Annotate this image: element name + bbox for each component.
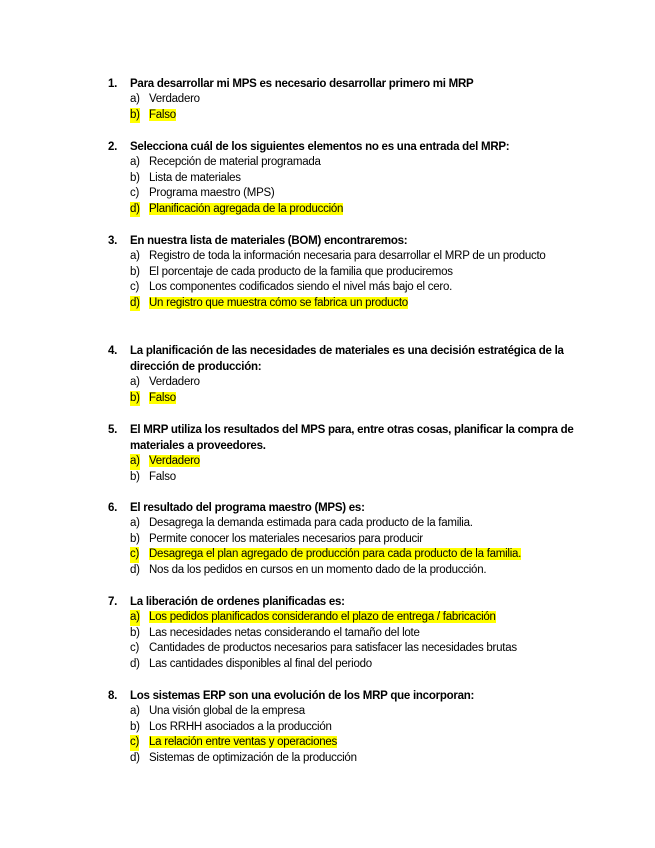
question-6 (108, 500, 578, 578)
question-text (108, 233, 578, 249)
question-number: 1. (108, 78, 118, 90)
option-d (108, 296, 578, 312)
option-text: Los RRHH asociados a la producción (149, 720, 332, 733)
question-label: El resultado del programa maestro (MPS) es: (130, 502, 365, 514)
option-text: Falso (149, 470, 176, 483)
option-text: El porcentaje de cada producto de la familia que produciremos (149, 265, 453, 278)
option-a (108, 610, 578, 626)
option-a (108, 704, 578, 720)
option-b (108, 626, 578, 642)
option-letter: a) (130, 250, 140, 262)
question-1 (108, 76, 578, 123)
option-text-highlighted: Falso (149, 108, 176, 121)
option-letter: c) (130, 281, 140, 293)
option-a (108, 375, 578, 391)
option-letter: c) (130, 187, 140, 199)
option-letter: c) (130, 547, 139, 563)
option-b (108, 470, 578, 486)
option-b (108, 265, 578, 281)
option-text-highlighted: Verdadero (149, 455, 200, 467)
option-text: Permite conocer los materiales necesarios para producir (149, 532, 423, 545)
option-letter: d) (130, 657, 140, 670)
option-text-highlighted: Un registro que muestra cómo se fabrica un producto (149, 296, 408, 309)
option-b (108, 532, 578, 548)
question-number: 3. (108, 235, 118, 247)
option-letter: c) (130, 642, 140, 654)
question-number: 6. (108, 502, 118, 514)
question-number: 7. (108, 596, 118, 608)
question-label: Los sistemas ERP son una evolución de los MRP que incorporan: (130, 690, 475, 702)
option-text: Cantidades de productos necesarios para satisfacer las necesidades brutas (149, 642, 517, 654)
option-text: Una visión global de la empresa (149, 705, 305, 717)
option-b (108, 108, 578, 124)
option-text: Recepción de material programada (149, 156, 321, 168)
question-4 (108, 343, 578, 406)
option-letter: b) (130, 720, 140, 733)
option-d (108, 751, 578, 767)
option-text: Las necesidades netas considerando el tamaño del lote (149, 626, 420, 639)
option-c (108, 186, 578, 202)
question-number: 4. (108, 345, 118, 357)
question-number: 2. (108, 141, 118, 153)
question-label: Selecciona cuál de los siguientes elementos no es una entrada del MRP: (130, 141, 510, 153)
option-letter: a) (130, 156, 140, 168)
question-text (108, 594, 578, 610)
option-text: Verdadero (149, 93, 200, 105)
option-letter: a) (130, 705, 140, 717)
question-3 (108, 233, 578, 311)
question-number: 8. (108, 690, 118, 702)
option-a (108, 92, 578, 108)
option-text-highlighted: Planificación agregada de la producción (149, 202, 344, 215)
option-c (108, 641, 578, 657)
question-label: La planificación de las necesidades de materiales es una decisión estratégica de la dirección de producción: (130, 345, 564, 373)
option-a (108, 155, 578, 171)
option-letter: d) (130, 296, 140, 312)
option-text: Lista de materiales (149, 171, 241, 184)
option-text-highlighted: Falso (149, 391, 176, 404)
option-letter: b) (130, 171, 140, 184)
option-c (108, 735, 578, 751)
option-text: Registro de toda la información necesaria para desarrollar el MRP de un producto (149, 250, 546, 262)
option-letter: b) (130, 626, 140, 639)
option-c (108, 547, 578, 563)
option-d (108, 563, 578, 579)
option-a (108, 454, 578, 470)
option-letter: b) (130, 265, 140, 278)
option-d (108, 657, 578, 673)
question-number: 5. (108, 424, 118, 436)
option-a (108, 249, 578, 265)
option-b (108, 391, 578, 407)
option-letter: a) (130, 517, 140, 529)
question-label: El MRP utiliza los resultados del MPS para, entre otras cosas, planificar la compra de materiales a proveedores. (130, 424, 574, 452)
option-text: Los componentes codificados siendo el nivel más bajo el cero. (149, 281, 453, 293)
option-text-highlighted: La relación entre ventas y operaciones (149, 736, 338, 748)
option-letter: b) (130, 108, 140, 124)
option-text: Verdadero (149, 376, 200, 388)
option-text: Nos da los pedidos en cursos en un momento dado de la producción. (149, 563, 487, 576)
question-text (108, 688, 578, 704)
question-text (108, 422, 578, 454)
option-a (108, 516, 578, 532)
option-b (108, 171, 578, 187)
option-letter: a) (130, 376, 140, 388)
question-text (108, 500, 578, 516)
option-text: Programa maestro (MPS) (149, 187, 275, 199)
option-d (108, 202, 578, 218)
question-text (108, 343, 578, 375)
question-2 (108, 139, 578, 217)
option-text-highlighted: Desagrega el plan agregado de producción para cada producto de la familia. (149, 548, 522, 560)
option-text: Las cantidades disponibles al final del periodo (149, 657, 372, 670)
question-text (108, 76, 578, 92)
option-text: Sistemas de optimización de la producción (149, 751, 357, 764)
option-letter: c) (130, 735, 139, 751)
option-letter: b) (130, 391, 140, 407)
option-c (108, 280, 578, 296)
option-letter: b) (130, 470, 140, 483)
question-label: En nuestra lista de materiales (BOM) encontraremos: (130, 235, 408, 247)
option-text-highlighted: Los pedidos planificados considerando el plazo de entrega / fabricación (149, 611, 496, 623)
question-8 (108, 688, 578, 766)
option-text: Desagrega la demanda estimada para cada producto de la familia. (149, 517, 473, 529)
option-letter: b) (130, 532, 140, 545)
question-label: La liberación de ordenes planificadas es: (130, 596, 345, 608)
option-letter: d) (130, 202, 140, 218)
option-letter: d) (130, 563, 140, 576)
question-label: Para desarrollar mi MPS es necesario desarrollar primero mi MRP (130, 78, 474, 90)
option-letter: a) (130, 610, 140, 626)
question-7 (108, 594, 578, 672)
option-b (108, 720, 578, 736)
option-letter: a) (130, 454, 140, 470)
question-5 (108, 422, 578, 485)
option-letter: a) (130, 93, 140, 105)
option-letter: d) (130, 751, 140, 764)
question-text (108, 139, 578, 155)
